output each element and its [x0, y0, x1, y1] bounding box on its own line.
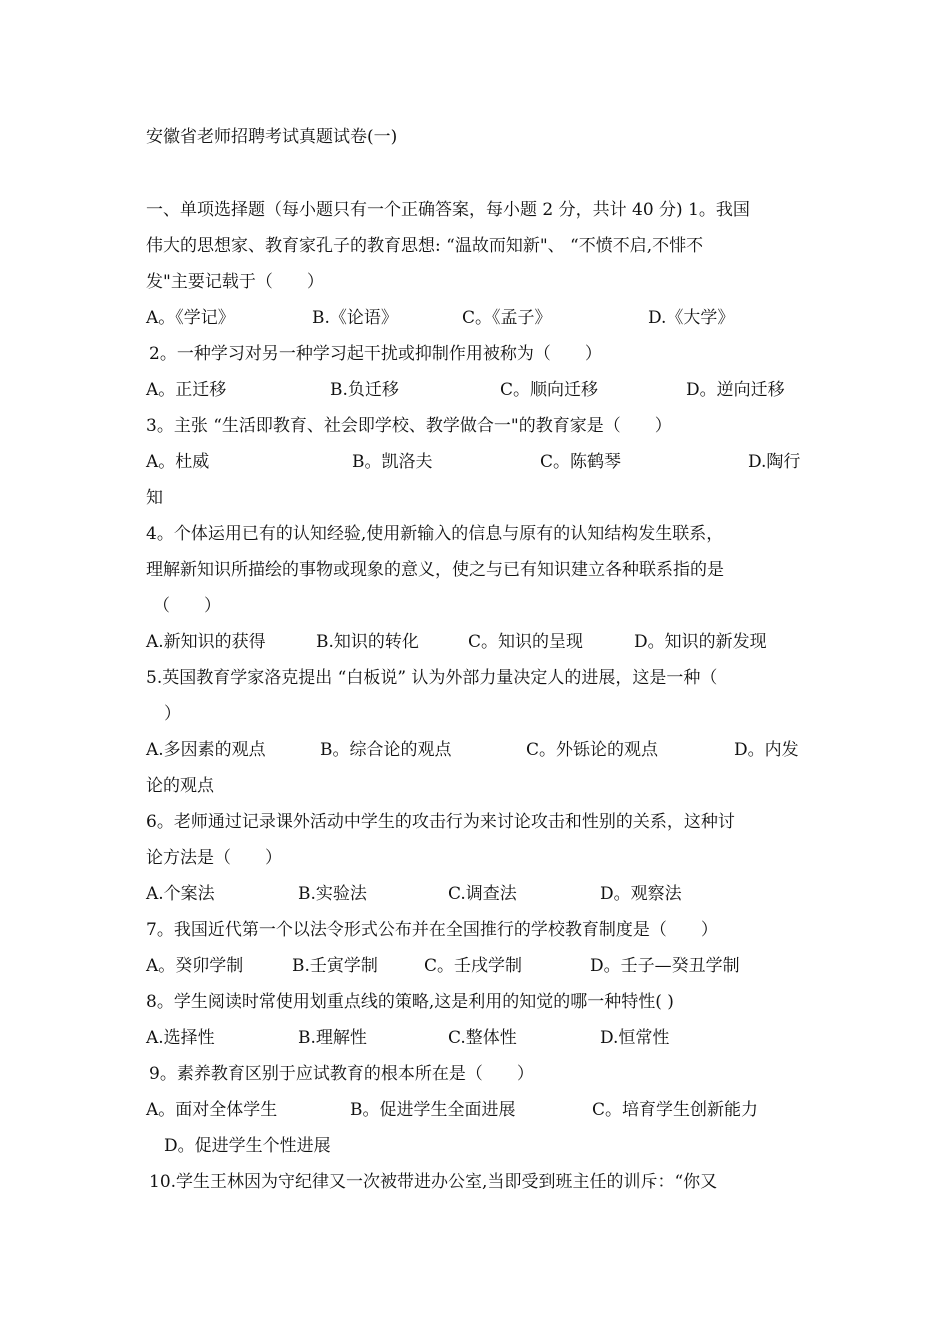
- options-row-q6: [146, 876, 811, 912]
- option-wrap-line: 论的观点: [146, 776, 214, 796]
- option-d: D。内发: [734, 740, 799, 760]
- option-d-wrap-line: D。促进学生个性进展: [164, 1136, 331, 1156]
- option-c: C.整体性: [448, 1028, 517, 1048]
- option-b: B.理解性: [298, 1028, 367, 1048]
- option-a: A。面对全体学生: [146, 1100, 278, 1120]
- option-b: B。凯洛夫: [352, 452, 433, 472]
- question-8: 8。学生阅读时常使用划重点线的策略,这是利用的知觉的哪一种特性( ): [146, 992, 674, 1012]
- option-d: D.陶行: [748, 452, 801, 472]
- question-10: 10.学生王林因为守纪律又一次被带进办公室,当即受到班主任的训斥：“你又: [149, 1172, 718, 1192]
- options-row-q8: [146, 1020, 811, 1056]
- option-a: A。癸卯学制: [146, 956, 244, 976]
- option-a: A。正迁移: [146, 380, 227, 400]
- question-7: 7。我国近代第一个以法令形式公布并在全国推行的学校教育制度是（ ）: [146, 920, 718, 940]
- options-row-q1: [146, 300, 811, 336]
- question-3: 3。主张 “生活即教育、社会即学校、教学做合一"的教育家是（ ）: [146, 416, 672, 436]
- option-b: B.负迁移: [330, 380, 399, 400]
- options-row-q9: [146, 1092, 811, 1128]
- question-text-line: 发"主要记载于（ ）: [146, 272, 324, 292]
- answer-blank-line: ）: [164, 704, 181, 724]
- option-c: C。顺向迁移: [500, 380, 599, 400]
- option-c: C。外铄论的观点: [526, 740, 659, 760]
- option-c: C。壬戌学制: [424, 956, 523, 976]
- answer-blank-line: （ ）: [153, 596, 221, 616]
- option-d: D.《大学》: [648, 308, 735, 328]
- option-a: A.多因素的观点: [146, 740, 266, 760]
- document-body: [146, 192, 811, 1200]
- question-6: 6。老师通过记录课外活动中学生的攻击行为来讨论攻击和性别的关系，这种讨: [146, 812, 735, 832]
- option-b: B.知识的转化: [316, 632, 419, 652]
- question-text-line: 理解新知识所描绘的事物或现象的意义，使之与已有知识建立各种联系指的是: [146, 560, 724, 580]
- option-b: B.《论语》: [312, 308, 398, 328]
- option-c: C。《孟子》: [462, 308, 552, 328]
- option-d: D。逆向迁移: [686, 380, 785, 400]
- options-row-q4: [146, 624, 811, 660]
- question-text-line: 论方法是（ ）: [146, 848, 282, 868]
- question-9: 9。素养教育区别于应试教育的根本所在是（ ）: [149, 1064, 534, 1084]
- option-c: C。知识的呈现: [468, 632, 584, 652]
- option-a: A.个案法: [146, 884, 215, 904]
- question-5: 5.英国教育学家洛克提出 “白板说” 认为外部力量决定人的进展，这是一种（: [146, 668, 718, 688]
- option-b: B。促进学生全面进展: [350, 1100, 516, 1120]
- question-text-line: 伟大的思想家、教育家孔子的教育思想: “温故而知新"、 “不愤不启,不悱不: [146, 236, 704, 256]
- question-4: 4。个体运用已有的认知经验,使用新输入的信息与原有的认知结构发生联系，: [146, 524, 724, 544]
- option-d: D.恒常性: [600, 1028, 670, 1048]
- options-row-q5: [146, 732, 811, 768]
- option-b: B.壬寅学制: [292, 956, 378, 976]
- option-b: B.实验法: [298, 884, 367, 904]
- option-wrap-line: 知: [146, 488, 163, 508]
- option-a: A.新知识的获得: [146, 632, 266, 652]
- document-title: 安徽省老师招聘考试真题试卷(一): [146, 127, 398, 147]
- option-c: C.调查法: [448, 884, 517, 904]
- options-row-q7: [146, 948, 811, 984]
- option-d: D。壬子—癸丑学制: [590, 956, 740, 976]
- section-heading-line: 一、单项选择题（每小题只有一个正确答案，每小题 2 分，共计 40 分) 1。我国: [146, 200, 750, 220]
- option-d: D。知识的新发现: [634, 632, 767, 652]
- option-c: C。陈鹤琴: [540, 452, 622, 472]
- options-row-q3: [146, 444, 811, 480]
- option-b: B。综合论的观点: [320, 740, 452, 760]
- option-a: A。杜威: [146, 452, 210, 472]
- option-d: D。观察法: [600, 884, 682, 904]
- option-a: A.选择性: [146, 1028, 215, 1048]
- question-2: 2。一种学习对另一种学习起干扰或抑制作用被称为（ ）: [149, 344, 602, 364]
- option-a: A。《学记》: [146, 308, 235, 328]
- options-row-q2: [146, 372, 811, 408]
- option-c: C。培育学生创新能力: [592, 1100, 759, 1120]
